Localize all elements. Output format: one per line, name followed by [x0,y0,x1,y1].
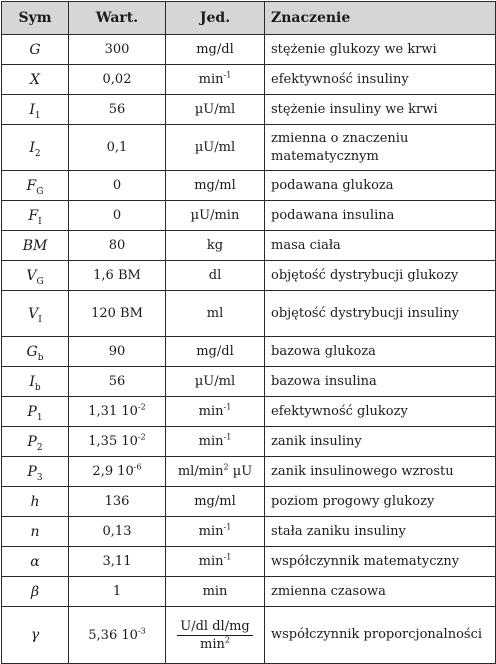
meaning-cell [265,291,496,337]
unit: min [198,72,224,87]
unit-cell [166,35,265,65]
table-row [2,35,496,65]
symbol: I [29,139,35,156]
unit-cell [166,397,265,427]
value-cell [69,547,166,577]
value: 0 [112,208,122,223]
meaning: zmienna czasowa [271,583,386,599]
symbol-subscript: 1 [36,412,43,423]
symbol: V [28,305,39,322]
value: 0,1 [106,140,128,155]
meaning: efektywność insuliny [271,71,409,87]
symbol-subscript: 3 [36,472,43,483]
value: 56 [108,374,126,389]
value-exponent: -2 [137,402,146,412]
value: 2,9 10 [92,464,134,479]
meaning-cell [265,577,496,607]
table-row [2,261,496,291]
header-meaning: Znaczenie [265,2,496,35]
symbol-cell [2,427,69,457]
parameters-table [1,1,496,664]
symbol: γ [30,627,40,643]
meaning-cell [265,125,496,171]
symbol-cell [2,577,69,607]
value-cell [69,367,166,397]
symbol: P [27,403,37,420]
table-row [2,367,496,397]
meaning-cell [265,95,496,125]
value-cell [69,201,166,231]
meaning-cell [265,65,496,95]
value-cell [69,427,166,457]
meaning-cell [265,201,496,231]
symbol: G [29,41,41,58]
symbol-cell [2,95,69,125]
symbol: α [30,553,40,570]
unit-numerator: U/dl dl/mg [177,619,252,636]
unit-denominator-exponent: 2 [224,635,230,645]
symbol-subscript: 2 [36,442,43,453]
table-row [2,517,496,547]
value: 0 [112,178,122,193]
value-cell [69,457,166,487]
symbol-cell [2,337,69,367]
header-unit: Jed. [166,2,265,35]
value-cell [69,517,166,547]
header-value: Wart. [69,2,166,35]
unit: min [202,584,228,599]
table-row [2,487,496,517]
meaning-cell [265,487,496,517]
meaning-cell [265,171,496,201]
unit-cell [166,427,265,457]
value-exponent: -2 [137,432,146,442]
table-row [2,231,496,261]
meaning-cell [265,397,496,427]
symbol-cell [2,231,69,261]
value-cell [69,65,166,95]
value: 1,6 BM [93,268,141,283]
value-cell [69,261,166,291]
unit: µU/ml [194,374,236,389]
symbol-cell [2,35,69,65]
meaning: efektywność glukozy [271,403,408,419]
table-row [2,125,496,171]
meaning: podawana glukoza [271,177,394,193]
symbol-cell [2,607,69,664]
unit-fraction [177,619,252,652]
value-cell [69,125,166,171]
meaning-cell [265,35,496,65]
unit-cell [166,457,265,487]
symbol-cell [2,125,69,171]
meaning-cell [265,337,496,367]
symbol: BM [22,237,48,254]
symbol: G [26,343,38,360]
unit: min [198,554,224,569]
unit-cell [166,367,265,397]
table-row [2,457,496,487]
table-row [2,547,496,577]
symbol-cell [2,261,69,291]
unit: min [198,404,224,419]
value-cell [69,397,166,427]
symbol: P [27,433,37,450]
table-row [2,291,496,337]
meaning-cell [265,547,496,577]
symbol-cell [2,201,69,231]
meaning-cell [265,517,496,547]
unit-cell [166,547,265,577]
unit: ml [206,306,224,321]
symbol: X [30,71,40,88]
unit-exponent: -1 [223,70,232,80]
meaning-cell [265,367,496,397]
unit-cell [166,231,265,261]
symbol: n [30,523,40,540]
unit-exponent: -1 [223,432,232,442]
meaning-cell [265,231,496,261]
table-row [2,427,496,457]
symbol-subscript: I [38,314,42,325]
value-exponent: -6 [133,462,142,472]
value: 3,11 [102,554,132,569]
unit: mg/dl [196,42,234,57]
value-cell [69,95,166,125]
table-row [2,397,496,427]
value: 136 [104,494,130,509]
table-row [2,65,496,95]
header-row [2,2,496,35]
table-row [2,607,496,664]
value-cell [69,291,166,337]
meaning: współczynnik matematyczny [271,553,460,569]
unit-cell [166,171,265,201]
unit-cell [166,337,265,367]
symbol: h [30,493,40,510]
value-cell [69,171,166,201]
unit-cell [166,201,265,231]
unit: kg [206,238,224,253]
meaning: stężenie insuliny we krwi [271,101,438,117]
value: 56 [108,102,126,117]
symbol-cell [2,547,69,577]
meaning: stała zaniku insuliny [271,523,406,539]
unit-suffix: µU [228,464,253,479]
table-body [2,35,496,664]
meaning: współczynnik proporcjonalności [271,627,483,642]
meaning: zmienna o znaczeniu matematycznym [271,130,409,164]
unit: mg/dl [196,344,234,359]
unit: mg/ml [194,178,236,193]
value: 1,31 10 [88,404,138,419]
value: 1 [112,584,122,599]
value: 300 [104,42,130,57]
meaning: poziom progowy glukozy [271,493,435,509]
value-cell [69,231,166,261]
symbol-cell [2,487,69,517]
symbol: F [26,177,37,194]
unit-cell [166,487,265,517]
symbol-cell [2,457,69,487]
value-cell [69,607,166,664]
unit-denominator: $\min^2$ [200,635,230,652]
symbol-subscript: 1 [34,110,41,121]
value: 5,36 10 [88,627,138,643]
value-cell [69,35,166,65]
value: 120 BM [91,306,143,321]
value-exponent: -3 [137,626,146,636]
unit-cell [166,607,265,664]
symbol-subscript: b [34,382,41,393]
unit: µU/min [190,208,240,223]
meaning-cell [265,607,496,664]
table-row [2,337,496,367]
meaning: stężenie glukozy we krwi [271,41,437,57]
unit: ml/min [177,464,224,479]
unit: min [198,434,224,449]
meaning: masa ciała [271,237,341,253]
unit: dl [208,268,222,283]
symbol-subscript: b [37,352,44,363]
unit: min [198,524,224,539]
value: 0,02 [102,72,132,87]
unit-cell [166,517,265,547]
symbol-subscript: I [38,216,42,227]
value: 1,35 10 [88,434,138,449]
symbol-cell [2,65,69,95]
table-row [2,201,496,231]
meaning: objętość dystrybucji glukozy [271,267,459,283]
symbol-cell [2,171,69,201]
unit-exponent: -1 [223,552,232,562]
symbol-subscript: 2 [34,148,41,159]
meaning-cell [265,261,496,291]
value-cell [69,487,166,517]
symbol-subscript: G [36,186,44,197]
value: 90 [108,344,126,359]
meaning: podawana insulina [271,207,395,223]
symbol: F [28,207,39,224]
unit-cell [166,577,265,607]
symbol: V [26,267,37,284]
unit-cell [166,65,265,95]
value-cell [69,337,166,367]
unit-exponent: 2 [223,462,229,472]
symbol: I [29,101,35,118]
meaning-cell [265,457,496,487]
meaning: objętość dystrybucji insuliny [271,305,460,321]
header-sym: Sym [2,2,69,35]
symbol: β [30,583,40,600]
unit-cell [166,291,265,337]
value-cell [69,577,166,607]
meaning: bazowa glukoza [271,343,376,359]
symbol-cell [2,367,69,397]
meaning: zanik insulinowego wzrostu [271,463,454,479]
unit-cell [166,125,265,171]
symbol: P [27,463,37,480]
meaning: bazowa insulina [271,373,377,389]
unit-exponent: -1 [223,402,232,412]
table-row [2,171,496,201]
symbol: I [29,373,35,390]
unit-cell [166,261,265,291]
unit: mg/ml [194,494,236,509]
unit-exponent: -1 [223,522,232,532]
table-row [2,577,496,607]
meaning-cell [265,427,496,457]
symbol-cell [2,291,69,337]
meaning: zanik insuliny [271,433,362,449]
symbol-cell [2,517,69,547]
symbol-subscript: G [36,276,44,287]
value: 0,13 [102,524,132,539]
symbol-cell [2,397,69,427]
unit: µU/ml [194,102,236,117]
table-row [2,95,496,125]
unit: µU/ml [194,140,236,155]
value: 80 [108,238,126,253]
unit-cell [166,95,265,125]
